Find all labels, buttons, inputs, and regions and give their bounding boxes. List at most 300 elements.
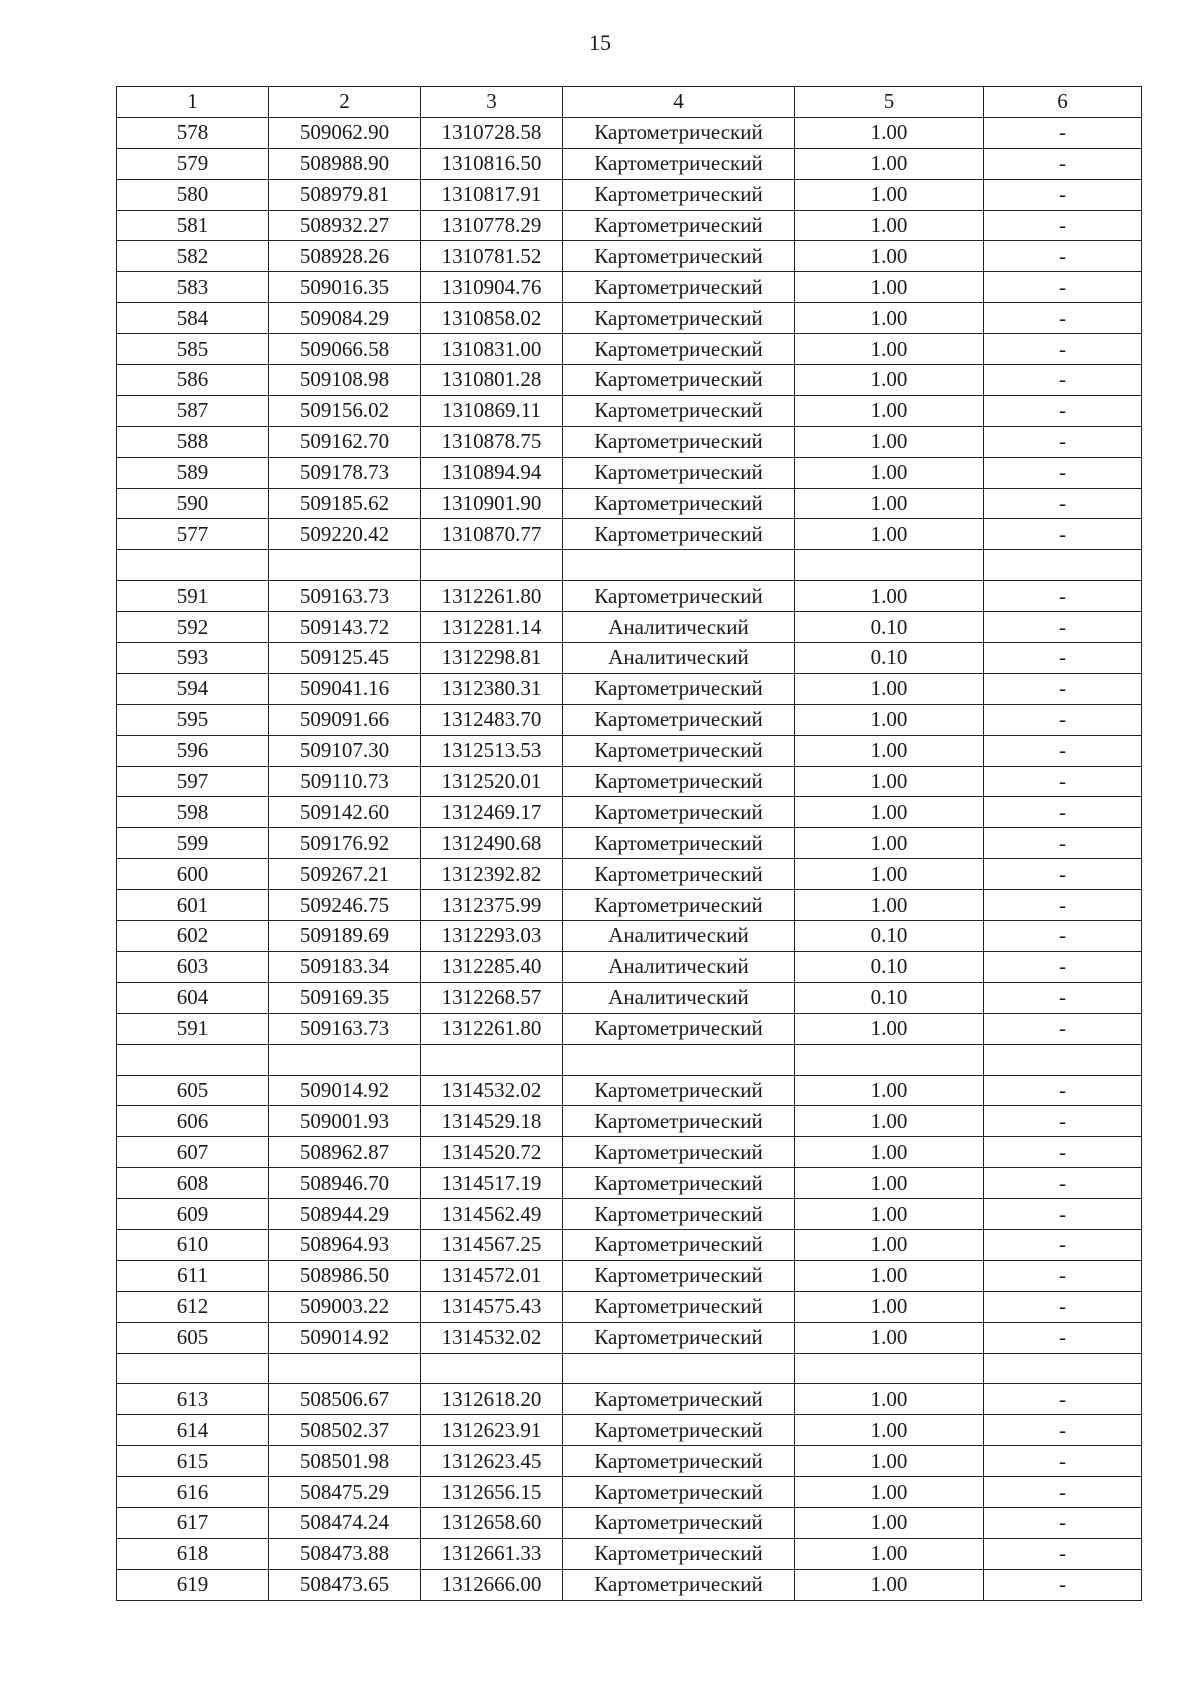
accuracy-cell: 1.00: [795, 1013, 984, 1044]
accuracy-cell: 1.00: [795, 395, 984, 426]
method-cell: Картометрический: [563, 426, 795, 457]
coord-y-cell: 1312623.91: [421, 1415, 563, 1446]
accuracy-cell: 1.00: [795, 426, 984, 457]
accuracy-cell: 1.00: [795, 1199, 984, 1230]
accuracy-cell: 0.10: [795, 643, 984, 674]
point-number-cell: 605: [117, 1075, 269, 1106]
coord-x-cell: 508474.24: [269, 1507, 421, 1538]
table-row: [117, 457, 1142, 488]
coord-y-cell: 1314572.01: [421, 1260, 563, 1291]
note-cell: -: [984, 210, 1142, 241]
coord-y-cell: 1310869.11: [421, 395, 563, 426]
coord-y-cell: 1312469.17: [421, 797, 563, 828]
coord-x-cell: 508501.98: [269, 1446, 421, 1477]
note-cell: -: [984, 673, 1142, 704]
coord-y-cell: 1312520.01: [421, 766, 563, 797]
point-number-cell: 590: [117, 488, 269, 519]
point-number-cell: 583: [117, 272, 269, 303]
accuracy-cell: 1.00: [795, 735, 984, 766]
table-row: [117, 1477, 1142, 1508]
coord-x-cell: 508506.67: [269, 1384, 421, 1415]
method-cell: [563, 1353, 795, 1384]
accuracy-cell: 1.00: [795, 457, 984, 488]
note-cell: -: [984, 1538, 1142, 1569]
accuracy-cell: 1.00: [795, 179, 984, 210]
table-row: [117, 643, 1142, 674]
table-row: [117, 1075, 1142, 1106]
method-cell: Аналитический: [563, 982, 795, 1013]
table-row: [117, 210, 1142, 241]
method-cell: Картометрический: [563, 704, 795, 735]
table-row: [117, 766, 1142, 797]
coord-x-cell: 509176.92: [269, 828, 421, 859]
coord-x-cell: 508946.70: [269, 1168, 421, 1199]
coord-x-cell: 509041.16: [269, 673, 421, 704]
coord-x-cell: 509091.66: [269, 704, 421, 735]
coord-x-cell: 509156.02: [269, 395, 421, 426]
table-row-separator: [117, 1044, 1142, 1075]
coord-y-cell: 1310878.75: [421, 426, 563, 457]
accuracy-cell: 1.00: [795, 859, 984, 890]
table-row: [117, 365, 1142, 396]
table-row: [117, 1569, 1142, 1600]
coord-y-cell: 1312392.82: [421, 859, 563, 890]
coord-y-cell: 1314562.49: [421, 1199, 563, 1230]
accuracy-cell: 1.00: [795, 1477, 984, 1508]
table-row: [117, 426, 1142, 457]
note-cell: -: [984, 241, 1142, 272]
method-cell: Картометрический: [563, 1384, 795, 1415]
point-number-cell: 587: [117, 395, 269, 426]
column-header: 3: [421, 87, 563, 118]
method-cell: Картометрический: [563, 766, 795, 797]
note-cell: -: [984, 1260, 1142, 1291]
coord-x-cell: 509066.58: [269, 334, 421, 365]
note-cell: -: [984, 704, 1142, 735]
coord-y-cell: 1310801.28: [421, 365, 563, 396]
method-cell: Картометрический: [563, 334, 795, 365]
coord-x-cell: 509110.73: [269, 766, 421, 797]
method-cell: Картометрический: [563, 179, 795, 210]
accuracy-cell: 1.00: [795, 1322, 984, 1353]
accuracy-cell: 1.00: [795, 210, 984, 241]
coord-x-cell: 509084.29: [269, 303, 421, 334]
point-number-cell: 601: [117, 890, 269, 921]
coord-x-cell: 509185.62: [269, 488, 421, 519]
point-number-cell: 591: [117, 581, 269, 612]
accuracy-cell: [795, 550, 984, 581]
point-number-cell: 592: [117, 612, 269, 643]
table-row-separator: [117, 550, 1142, 581]
coord-y-cell: 1312658.60: [421, 1507, 563, 1538]
point-number-cell: 611: [117, 1260, 269, 1291]
note-cell: -: [984, 766, 1142, 797]
point-number-cell: 604: [117, 982, 269, 1013]
table-row: [117, 1199, 1142, 1230]
table-row: [117, 1538, 1142, 1569]
page-number: 15: [589, 30, 611, 55]
coord-y-cell: 1314529.18: [421, 1106, 563, 1137]
note-cell: -: [984, 179, 1142, 210]
method-cell: Картометрический: [563, 1168, 795, 1199]
point-number-cell: 619: [117, 1569, 269, 1600]
method-cell: Картометрический: [563, 1013, 795, 1044]
table-row: [117, 735, 1142, 766]
point-number-cell: 597: [117, 766, 269, 797]
coord-x-cell: 509143.72: [269, 612, 421, 643]
accuracy-cell: 0.10: [795, 951, 984, 982]
table-row: [117, 1106, 1142, 1137]
accuracy-cell: 1.00: [795, 1507, 984, 1538]
accuracy-cell: 1.00: [795, 1229, 984, 1260]
point-number-cell: 596: [117, 735, 269, 766]
note-cell: -: [984, 1507, 1142, 1538]
note-cell: [984, 1353, 1142, 1384]
point-number-cell: 589: [117, 457, 269, 488]
coord-y-cell: 1314532.02: [421, 1322, 563, 1353]
method-cell: Картометрический: [563, 1229, 795, 1260]
accuracy-cell: 1.00: [795, 117, 984, 148]
table-row: [117, 1013, 1142, 1044]
point-number-cell: 614: [117, 1415, 269, 1446]
method-cell: Аналитический: [563, 612, 795, 643]
coord-y-cell: 1310816.50: [421, 148, 563, 179]
accuracy-cell: 1.00: [795, 488, 984, 519]
method-cell: Картометрический: [563, 1291, 795, 1322]
method-cell: Картометрический: [563, 365, 795, 396]
method-cell: Картометрический: [563, 303, 795, 334]
coord-x-cell: 509220.42: [269, 519, 421, 550]
coord-y-cell: 1312656.15: [421, 1477, 563, 1508]
accuracy-cell: 1.00: [795, 1569, 984, 1600]
method-cell: Картометрический: [563, 210, 795, 241]
coord-x-cell: 509178.73: [269, 457, 421, 488]
method-cell: Картометрический: [563, 395, 795, 426]
accuracy-cell: 1.00: [795, 890, 984, 921]
coord-y-cell: 1312293.03: [421, 921, 563, 952]
method-cell: Картометрический: [563, 1507, 795, 1538]
coord-x-cell: 508502.37: [269, 1415, 421, 1446]
accuracy-cell: 1.00: [795, 1137, 984, 1168]
coordinates-table-body: [117, 87, 1142, 1601]
accuracy-cell: 1.00: [795, 1260, 984, 1291]
point-number-cell: 599: [117, 828, 269, 859]
coord-x-cell: [269, 550, 421, 581]
point-number-cell: 600: [117, 859, 269, 890]
method-cell: Картометрический: [563, 117, 795, 148]
coord-x-cell: 509014.92: [269, 1322, 421, 1353]
method-cell: Картометрический: [563, 272, 795, 303]
point-number-cell: 612: [117, 1291, 269, 1322]
coord-y-cell: 1312623.45: [421, 1446, 563, 1477]
note-cell: -: [984, 426, 1142, 457]
note-cell: -: [984, 488, 1142, 519]
note-cell: -: [984, 612, 1142, 643]
point-number-cell: 584: [117, 303, 269, 334]
accuracy-cell: 1.00: [795, 1538, 984, 1569]
accuracy-cell: 1.00: [795, 272, 984, 303]
note-cell: -: [984, 334, 1142, 365]
accuracy-cell: 1.00: [795, 1384, 984, 1415]
note-cell: -: [984, 643, 1142, 674]
note-cell: -: [984, 117, 1142, 148]
note-cell: -: [984, 1199, 1142, 1230]
coord-x-cell: 509001.93: [269, 1106, 421, 1137]
method-cell: Аналитический: [563, 921, 795, 952]
coord-x-cell: [269, 1353, 421, 1384]
coord-x-cell: 508986.50: [269, 1260, 421, 1291]
accuracy-cell: 1.00: [795, 365, 984, 396]
coord-y-cell: 1312268.57: [421, 982, 563, 1013]
accuracy-cell: 0.10: [795, 982, 984, 1013]
accuracy-cell: 1.00: [795, 303, 984, 334]
method-cell: Картометрический: [563, 1446, 795, 1477]
note-cell: -: [984, 1322, 1142, 1353]
point-number-cell: 577: [117, 519, 269, 550]
coord-y-cell: 1310781.52: [421, 241, 563, 272]
note-cell: -: [984, 1384, 1142, 1415]
table-row: [117, 395, 1142, 426]
method-cell: Картометрический: [563, 488, 795, 519]
accuracy-cell: 1.00: [795, 1291, 984, 1322]
accuracy-cell: 1.00: [795, 1075, 984, 1106]
table-row: [117, 303, 1142, 334]
accuracy-cell: [795, 1353, 984, 1384]
column-header: 5: [795, 87, 984, 118]
point-number-cell: 602: [117, 921, 269, 952]
table-row: [117, 828, 1142, 859]
coord-y-cell: 1312666.00: [421, 1569, 563, 1600]
note-cell: -: [984, 1013, 1142, 1044]
method-cell: [563, 550, 795, 581]
note-cell: -: [984, 1168, 1142, 1199]
point-number-cell: 588: [117, 426, 269, 457]
coord-x-cell: 509107.30: [269, 735, 421, 766]
point-number-cell: 609: [117, 1199, 269, 1230]
coord-x-cell: 509125.45: [269, 643, 421, 674]
coord-x-cell: 508964.93: [269, 1229, 421, 1260]
coord-x-cell: 509003.22: [269, 1291, 421, 1322]
note-cell: -: [984, 1106, 1142, 1137]
method-cell: Картометрический: [563, 673, 795, 704]
table-row: [117, 1322, 1142, 1353]
coord-y-cell: 1312483.70: [421, 704, 563, 735]
coord-y-cell: 1312298.81: [421, 643, 563, 674]
table-row: [117, 1507, 1142, 1538]
point-number-cell: [117, 1353, 269, 1384]
table-row: [117, 1384, 1142, 1415]
coord-y-cell: 1312261.80: [421, 1013, 563, 1044]
point-number-cell: 593: [117, 643, 269, 674]
point-number-cell: 594: [117, 673, 269, 704]
table-row: [117, 117, 1142, 148]
coord-y-cell: 1312513.53: [421, 735, 563, 766]
coord-y-cell: 1312285.40: [421, 951, 563, 982]
method-cell: Картометрический: [563, 581, 795, 612]
point-number-cell: 579: [117, 148, 269, 179]
note-cell: -: [984, 457, 1142, 488]
method-cell: Картометрический: [563, 1075, 795, 1106]
table-row: [117, 519, 1142, 550]
coord-x-cell: 509246.75: [269, 890, 421, 921]
note-cell: -: [984, 395, 1142, 426]
point-number-cell: 580: [117, 179, 269, 210]
method-cell: Картометрический: [563, 890, 795, 921]
coord-y-cell: [421, 1044, 563, 1075]
note-cell: -: [984, 519, 1142, 550]
method-cell: Картометрический: [563, 1137, 795, 1168]
table-row: [117, 1260, 1142, 1291]
table-row: [117, 612, 1142, 643]
method-cell: Картометрический: [563, 1260, 795, 1291]
note-cell: -: [984, 1415, 1142, 1446]
point-number-cell: 618: [117, 1538, 269, 1569]
point-number-cell: 595: [117, 704, 269, 735]
table-row: [117, 272, 1142, 303]
coord-y-cell: 1312375.99: [421, 890, 563, 921]
table-row: [117, 704, 1142, 735]
coord-x-cell: 509062.90: [269, 117, 421, 148]
coord-y-cell: 1310870.77: [421, 519, 563, 550]
note-cell: -: [984, 982, 1142, 1013]
table-row: [117, 179, 1142, 210]
method-cell: Картометрический: [563, 1415, 795, 1446]
coord-y-cell: 1312261.80: [421, 581, 563, 612]
accuracy-cell: 0.10: [795, 921, 984, 952]
coord-y-cell: 1310901.90: [421, 488, 563, 519]
point-number-cell: [117, 550, 269, 581]
coord-y-cell: 1312661.33: [421, 1538, 563, 1569]
point-number-cell: 617: [117, 1507, 269, 1538]
method-cell: Картометрический: [563, 457, 795, 488]
coord-y-cell: 1310817.91: [421, 179, 563, 210]
note-cell: -: [984, 735, 1142, 766]
note-cell: -: [984, 921, 1142, 952]
coord-x-cell: 508932.27: [269, 210, 421, 241]
point-number-cell: 586: [117, 365, 269, 396]
column-header: 2: [269, 87, 421, 118]
note-cell: -: [984, 828, 1142, 859]
table-row: [117, 1168, 1142, 1199]
accuracy-cell: 1.00: [795, 704, 984, 735]
note-cell: -: [984, 859, 1142, 890]
point-number-cell: 608: [117, 1168, 269, 1199]
coord-y-cell: 1310858.02: [421, 303, 563, 334]
coord-x-cell: 508473.88: [269, 1538, 421, 1569]
coord-x-cell: 509016.35: [269, 272, 421, 303]
note-cell: -: [984, 1229, 1142, 1260]
coord-x-cell: 509142.60: [269, 797, 421, 828]
coord-x-cell: 508473.65: [269, 1569, 421, 1600]
coord-y-cell: 1312618.20: [421, 1384, 563, 1415]
coord-y-cell: 1314520.72: [421, 1137, 563, 1168]
table-row: [117, 797, 1142, 828]
coord-y-cell: [421, 550, 563, 581]
point-number-cell: 598: [117, 797, 269, 828]
coord-y-cell: 1310728.58: [421, 117, 563, 148]
coord-y-cell: 1310831.00: [421, 334, 563, 365]
accuracy-cell: 1.00: [795, 1168, 984, 1199]
note-cell: -: [984, 581, 1142, 612]
point-number-cell: 615: [117, 1446, 269, 1477]
table-row: [117, 1137, 1142, 1168]
column-header: 4: [563, 87, 795, 118]
coord-y-cell: 1310778.29: [421, 210, 563, 241]
method-cell: Аналитический: [563, 951, 795, 982]
accuracy-cell: 1.00: [795, 519, 984, 550]
accuracy-cell: 1.00: [795, 766, 984, 797]
coord-x-cell: 508979.81: [269, 179, 421, 210]
method-cell: Картометрический: [563, 1569, 795, 1600]
accuracy-cell: 1.00: [795, 148, 984, 179]
coord-x-cell: 509189.69: [269, 921, 421, 952]
accuracy-cell: 1.00: [795, 1415, 984, 1446]
table-row: [117, 673, 1142, 704]
column-header: 1: [117, 87, 269, 118]
method-cell: Картометрический: [563, 519, 795, 550]
table-row: [117, 488, 1142, 519]
note-cell: [984, 1044, 1142, 1075]
point-number-cell: 607: [117, 1137, 269, 1168]
note-cell: -: [984, 148, 1142, 179]
table-row: [117, 241, 1142, 272]
coord-x-cell: 509163.73: [269, 581, 421, 612]
method-cell: Картометрический: [563, 1322, 795, 1353]
table-row: [117, 921, 1142, 952]
accuracy-cell: 1.00: [795, 797, 984, 828]
coord-x-cell: [269, 1044, 421, 1075]
point-number-cell: 591: [117, 1013, 269, 1044]
method-cell: Картометрический: [563, 148, 795, 179]
accuracy-cell: [795, 1044, 984, 1075]
note-cell: -: [984, 1477, 1142, 1508]
coord-x-cell: 509163.73: [269, 1013, 421, 1044]
table-row: [117, 1229, 1142, 1260]
note-cell: -: [984, 365, 1142, 396]
method-cell: Картометрический: [563, 797, 795, 828]
method-cell: Картометрический: [563, 735, 795, 766]
table-row: [117, 581, 1142, 612]
table-row: [117, 859, 1142, 890]
coord-x-cell: 509162.70: [269, 426, 421, 457]
note-cell: -: [984, 272, 1142, 303]
table-row: [117, 951, 1142, 982]
accuracy-cell: 1.00: [795, 581, 984, 612]
method-cell: Картометрический: [563, 1477, 795, 1508]
point-number-cell: 610: [117, 1229, 269, 1260]
coord-y-cell: 1314532.02: [421, 1075, 563, 1106]
table-row: [117, 1415, 1142, 1446]
note-cell: -: [984, 797, 1142, 828]
coord-y-cell: 1312281.14: [421, 612, 563, 643]
accuracy-cell: 0.10: [795, 612, 984, 643]
accuracy-cell: 1.00: [795, 1446, 984, 1477]
point-number-cell: 582: [117, 241, 269, 272]
coord-x-cell: 509169.35: [269, 982, 421, 1013]
coord-x-cell: 509108.98: [269, 365, 421, 396]
note-cell: -: [984, 890, 1142, 921]
table-row: [117, 148, 1142, 179]
accuracy-cell: 1.00: [795, 241, 984, 272]
coord-y-cell: 1314517.19: [421, 1168, 563, 1199]
accuracy-cell: 1.00: [795, 1106, 984, 1137]
table-row: [117, 1446, 1142, 1477]
coord-x-cell: 509014.92: [269, 1075, 421, 1106]
header-row: [117, 87, 1142, 118]
note-cell: -: [984, 1569, 1142, 1600]
note-cell: -: [984, 1075, 1142, 1106]
point-number-cell: 585: [117, 334, 269, 365]
